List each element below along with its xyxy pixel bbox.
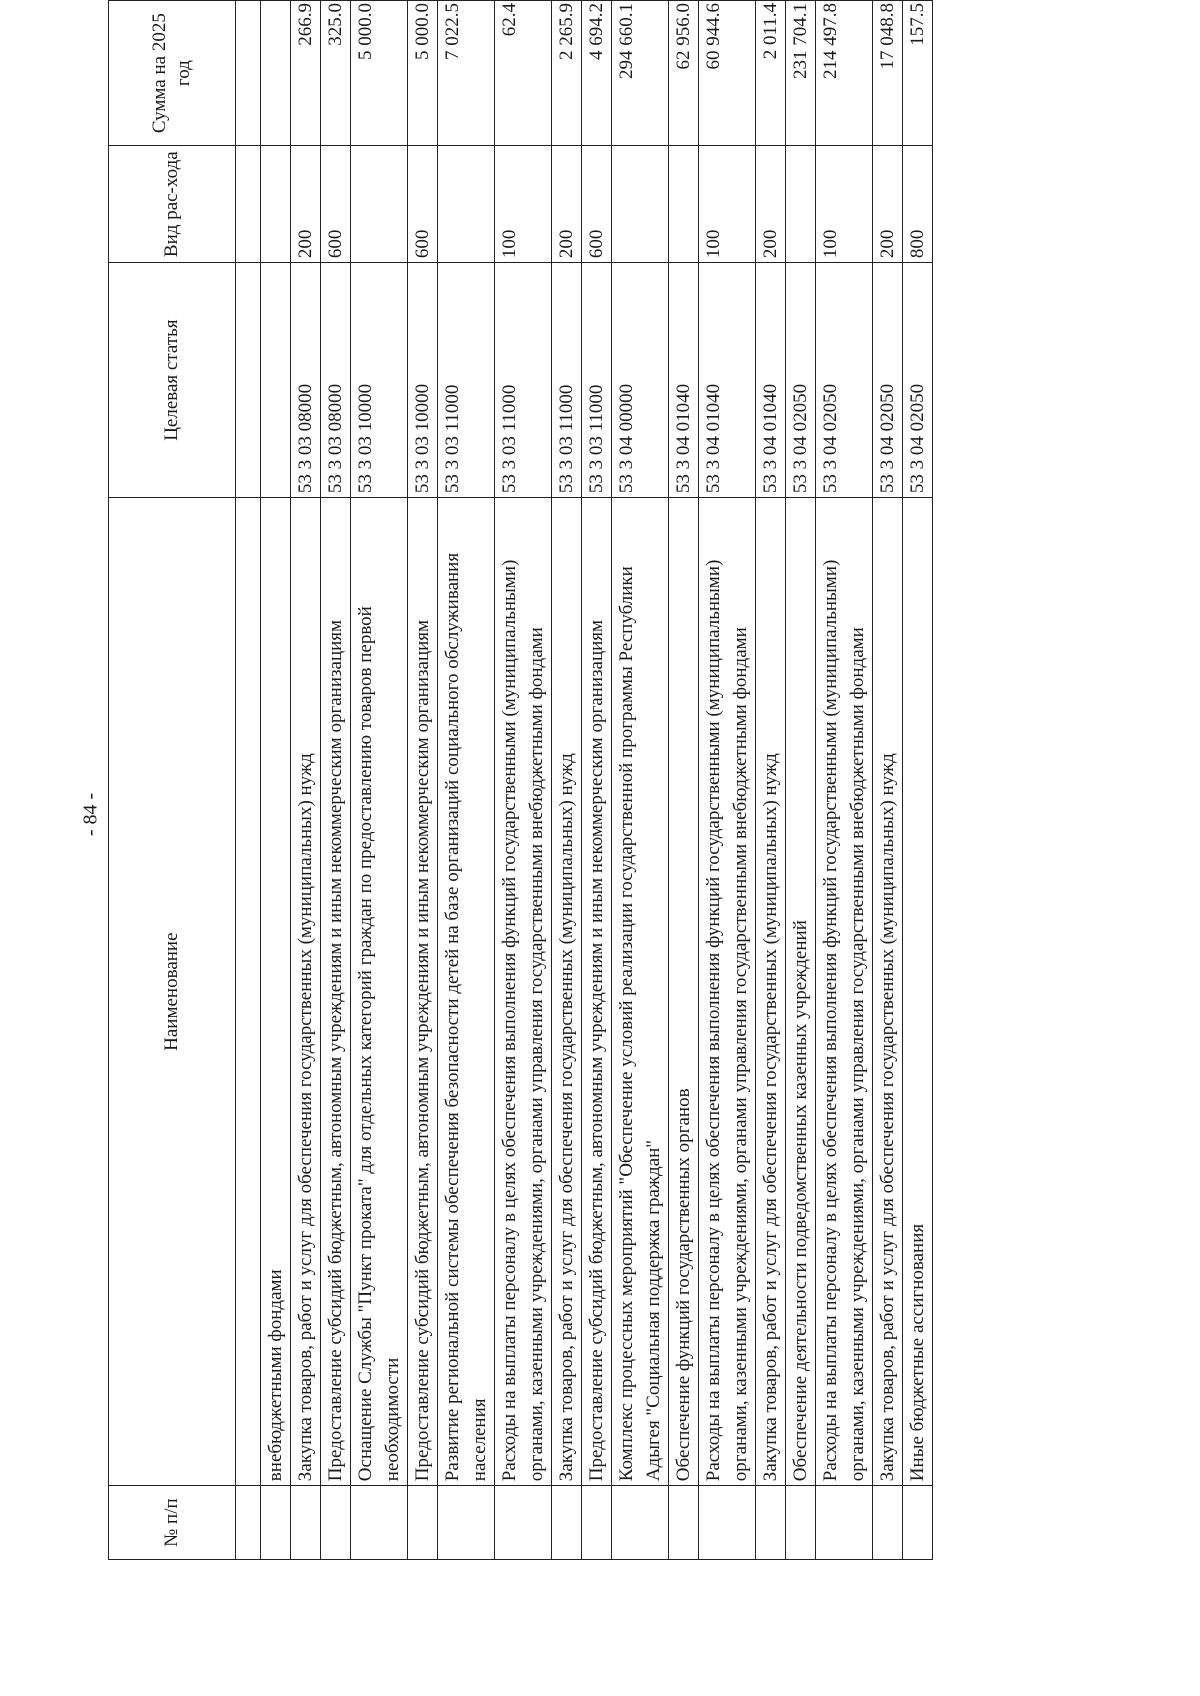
table-row bbox=[816, 1, 873, 1560]
cell-sum: 5 000.0 bbox=[408, 1, 438, 146]
cell-type bbox=[786, 146, 816, 263]
cell-num bbox=[236, 1486, 261, 1560]
cell-code: 53 3 03 11000 bbox=[438, 263, 495, 498]
table-row bbox=[495, 1, 552, 1560]
table-row bbox=[438, 1, 495, 1560]
cell-type: 200 bbox=[873, 146, 903, 263]
table-row bbox=[408, 1, 438, 1560]
header-code: Целевая статья bbox=[109, 263, 236, 498]
cell-num bbox=[261, 1486, 291, 1560]
cell-type bbox=[438, 146, 495, 263]
cell-type: 100 bbox=[699, 146, 756, 263]
cell-name: Комплекс процессных мероприятий "Обеспечение условий реализации государственной программы Республики Адыгея "Социальная поддержка граждан" bbox=[612, 498, 669, 1486]
page-number: - 84 - bbox=[79, 792, 102, 837]
cell-num bbox=[408, 1486, 438, 1560]
table-row bbox=[291, 1, 321, 1560]
cell-name: Предоставление субсидий бюджетным, автономным учреждениям и иным некоммерческим организациям bbox=[408, 498, 438, 1486]
cell-code: 53 3 04 01040 bbox=[669, 263, 699, 498]
cell-name: Расходы на выплаты персоналу в целях обеспечения выполнения функций государственными (муниципальными) органами, казенными учреждениями, органами управления государственными внебюджетными фондами bbox=[699, 498, 756, 1486]
cell-name: внебюджетными фондами bbox=[261, 498, 291, 1486]
cell-name: Расходы на выплаты персоналу в целях обеспечения выполнения функций государственными (муниципальными) органами, казенными учреждениями, органами управления государственными внебюджетными фондами bbox=[816, 498, 873, 1486]
cell-type: 200 bbox=[291, 146, 321, 263]
cell-code: 53 3 04 01040 bbox=[756, 263, 786, 498]
table-header-row bbox=[109, 1, 236, 1560]
cell-sum bbox=[236, 1, 261, 146]
cell-type: 200 bbox=[756, 146, 786, 263]
cell-type: 600 bbox=[582, 146, 612, 263]
cell-code: 53 3 04 01040 bbox=[699, 263, 756, 498]
cell-sum: 7 022.5 bbox=[438, 1, 495, 146]
cell-sum bbox=[261, 1, 291, 146]
table-body bbox=[236, 1, 933, 1560]
cell-type bbox=[351, 146, 408, 263]
table-row bbox=[699, 1, 756, 1560]
table-row bbox=[786, 1, 816, 1560]
cell-num bbox=[612, 1486, 669, 1560]
cell-num bbox=[873, 1486, 903, 1560]
table-row bbox=[756, 1, 786, 1560]
cell-type: 200 bbox=[552, 146, 582, 263]
cell-code bbox=[236, 263, 261, 498]
cell-name: Расходы на выплаты персоналу в целях обеспечения выполнения функций государственными (муниципальными) органами, казенными учреждениями, органами управления государственными внебюджетными фондами bbox=[495, 498, 552, 1486]
table-row bbox=[552, 1, 582, 1560]
cell-sum: 231 704.1 bbox=[786, 1, 816, 146]
table-row bbox=[236, 1, 261, 1560]
cell-code: 53 3 03 08000 bbox=[321, 263, 351, 498]
table-row bbox=[351, 1, 408, 1560]
cell-sum: 294 660.1 bbox=[612, 1, 669, 146]
cell-name: Обеспечение функций государственных органов bbox=[669, 498, 699, 1486]
cell-type bbox=[236, 146, 261, 263]
cell-sum: 62.4 bbox=[495, 1, 552, 146]
table-row bbox=[669, 1, 699, 1560]
cell-type: 600 bbox=[408, 146, 438, 263]
table-row bbox=[321, 1, 351, 1560]
header-num: № п/п bbox=[109, 1486, 236, 1560]
cell-name: Развитие региональной системы обеспечения безопасности детей на базе организаций социального обслуживания населения bbox=[438, 498, 495, 1486]
cell-num bbox=[816, 1486, 873, 1560]
cell-type: 800 bbox=[903, 146, 933, 263]
table-row bbox=[873, 1, 903, 1560]
cell-num bbox=[699, 1486, 756, 1560]
cell-sum: 17 048.8 bbox=[873, 1, 903, 146]
cell-num bbox=[438, 1486, 495, 1560]
table-row bbox=[612, 1, 669, 1560]
cell-num bbox=[552, 1486, 582, 1560]
cell-sum: 62 956.0 bbox=[669, 1, 699, 146]
cell-type: 100 bbox=[495, 146, 552, 263]
cell-num bbox=[903, 1486, 933, 1560]
cell-num bbox=[786, 1486, 816, 1560]
cell-num bbox=[495, 1486, 552, 1560]
cell-code bbox=[261, 263, 291, 498]
budget-table bbox=[108, 0, 933, 1560]
table-row bbox=[582, 1, 612, 1560]
table-row bbox=[903, 1, 933, 1560]
cell-code: 53 3 03 10000 bbox=[351, 263, 408, 498]
cell-name: Закупка товаров, работ и услуг для обеспечения государственных (муниципальных) нужд bbox=[552, 498, 582, 1486]
cell-num bbox=[582, 1486, 612, 1560]
table-header bbox=[109, 1, 236, 1560]
cell-name: Закупка товаров, работ и услуг для обеспечения государственных (муниципальных) нужд bbox=[291, 498, 321, 1486]
header-type: Вид рас-хода bbox=[109, 146, 236, 263]
cell-code: 53 3 04 02050 bbox=[786, 263, 816, 498]
cell-name: Предоставление субсидий бюджетным, автономным учреждениям и иным некоммерческим организациям bbox=[321, 498, 351, 1486]
cell-sum: 266.9 bbox=[291, 1, 321, 146]
cell-num bbox=[321, 1486, 351, 1560]
cell-name: Обеспечение деятельности подведомственных казенных учреждений bbox=[786, 498, 816, 1486]
table-row bbox=[261, 1, 291, 1560]
cell-name: Закупка товаров, работ и услуг для обеспечения государственных (муниципальных) нужд bbox=[756, 498, 786, 1486]
cell-code: 53 3 03 11000 bbox=[495, 263, 552, 498]
cell-sum: 214 497.8 bbox=[816, 1, 873, 146]
cell-sum: 157.5 bbox=[903, 1, 933, 146]
cell-type: 600 bbox=[321, 146, 351, 263]
cell-num bbox=[756, 1486, 786, 1560]
cell-name: Оснащение Службы "Пункт проката" для отдельных категорий граждан по предоставлению товаров первой необходимости bbox=[351, 498, 408, 1486]
cell-type bbox=[261, 146, 291, 263]
cell-num bbox=[351, 1486, 408, 1560]
cell-num bbox=[291, 1486, 321, 1560]
cell-code: 53 3 03 11000 bbox=[552, 263, 582, 498]
cell-code: 53 3 04 02050 bbox=[903, 263, 933, 498]
cell-type bbox=[612, 146, 669, 263]
cell-sum: 2 011.4 bbox=[756, 1, 786, 146]
cell-sum: 2 265.9 bbox=[552, 1, 582, 146]
cell-sum: 5 000.0 bbox=[351, 1, 408, 146]
cell-sum: 325.0 bbox=[321, 1, 351, 146]
cell-name bbox=[236, 498, 261, 1486]
header-sum: Сумма на 2025 год bbox=[109, 1, 236, 146]
header-name: Наименование bbox=[109, 498, 236, 1486]
cell-code: 53 3 04 00000 bbox=[612, 263, 669, 498]
cell-num bbox=[669, 1486, 699, 1560]
cell-code: 53 3 04 02050 bbox=[816, 263, 873, 498]
cell-name: Иные бюджетные ассигнования bbox=[903, 498, 933, 1486]
cell-code: 53 3 03 10000 bbox=[408, 263, 438, 498]
cell-sum: 60 944.6 bbox=[699, 1, 756, 146]
cell-name: Предоставление субсидий бюджетным, автономным учреждениям и иным некоммерческим организациям bbox=[582, 498, 612, 1486]
cell-type bbox=[669, 146, 699, 263]
budget-table-container bbox=[108, 0, 1088, 1560]
cell-sum: 4 694.2 bbox=[582, 1, 612, 146]
cell-code: 53 3 03 08000 bbox=[291, 263, 321, 498]
cell-name: Закупка товаров, работ и услуг для обеспечения государственных (муниципальных) нужд bbox=[873, 498, 903, 1486]
cell-code: 53 3 04 02050 bbox=[873, 263, 903, 498]
cell-type: 100 bbox=[816, 146, 873, 263]
cell-code: 53 3 03 11000 bbox=[582, 263, 612, 498]
